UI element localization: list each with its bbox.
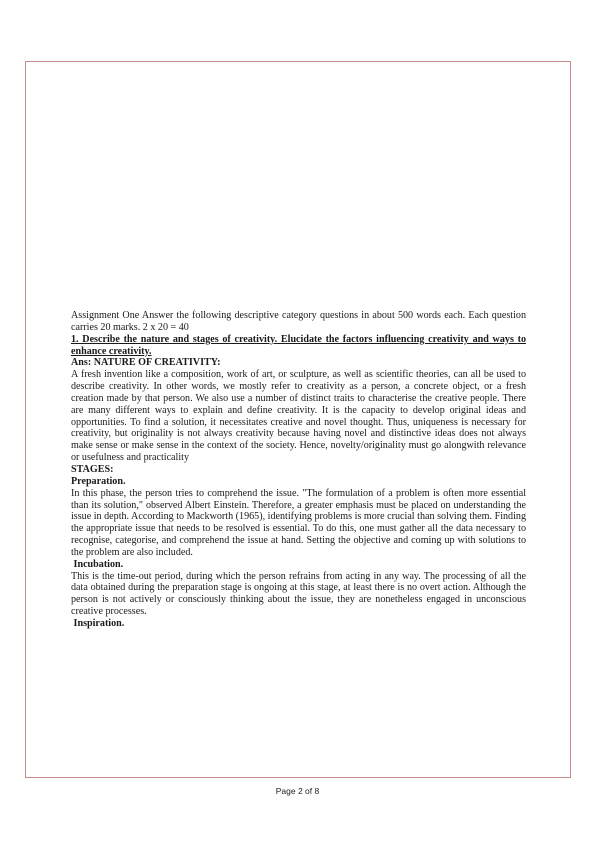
stages-heading: STAGES: — [71, 463, 114, 475]
document-body — [71, 310, 526, 630]
preparation-heading: Preparation. — [71, 475, 126, 487]
preparation-paragraph: In this phase, the person tries to comprehend the issue. "The formulation of a problem is often more essential than its solution," observed Albert Einstein. Therefore, a greater emphasis must be placed on understanding the issue in depth. According to Mackworth (1965), identifying problems is more crucial than solving them. Finding the appropriate issue that needs to be resolved is essential. To do this, one must gather all the data necessary to recognise, categorise, and comprehend the issue at hand. Setting the objective and coming up with solutions to the problem are also included. — [71, 487, 526, 558]
incubation-paragraph: This is the time-out period, during which the person refrains from acting in any way. The processing of all the data obtained during the preparation stage is ongoing at this stage, at least there is no overt action. Although the person is not actively or consciously thinking about the issue, they are nonetheless engaged in unconscious creative processes. — [71, 570, 526, 618]
assignment-intro: Assignment One Answer the following descriptive category questions in about 500 words each. Each question carries 20 marks. 2 x 20 = 40 — [71, 310, 526, 333]
page-footer: Page 2 of 8 — [275, 786, 320, 796]
nature-paragraph: A fresh invention like a composition, work of art, or sculpture, as well as scientific theories, can all be used to describe creativity. In other words, we mostly refer to creativity as a person, a concrete object, or a fresh creation made by that person. We also use a number of distinct traits to characterise the creative people. There are many different ways to explain and define creativity. It is the capacity to develop original ideas and opportunities. To find a solution, it necessitates creative and novel thought. Thus, uniqueness is necessary for creativity, but originality is not always creativity because having novel and distinctive ideas does not always make sense or make sense in the context of the society. Hence, novelty/originality must go alongwith relevance or usefulness and practicality — [71, 369, 526, 464]
inspiration-heading: Inspiration. — [71, 617, 125, 629]
question-1: 1. Describe the nature and stages of creativity. Elucidate the factors influencing creativity and ways to enhance creativity. — [71, 333, 526, 357]
answer-heading: Ans: NATURE OF CREATIVITY: — [71, 357, 221, 369]
incubation-heading: Incubation. — [71, 558, 124, 570]
